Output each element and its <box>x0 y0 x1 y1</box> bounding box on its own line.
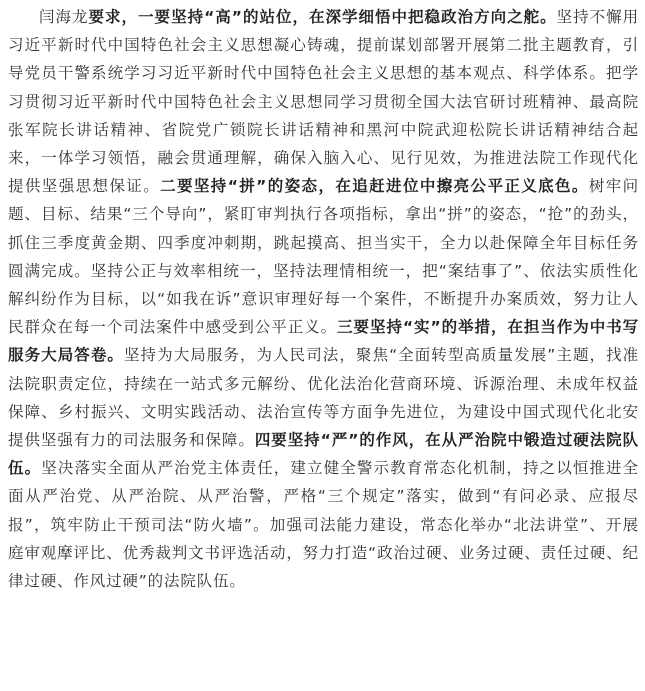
article-paragraph <box>8 3 639 595</box>
text-segment-point-four: 坚决落实全面从严治党主体责任，建立健全警示教育常态化机制，持之以恒推进全面从严治党、从严治院、从严治警，严格“三个规定”落实，做到“有问必录、应报尽报”，筑牢防止干预司法“防火墙”。加强司法能力建设，常态化举办“北法讲堂”、开展庭审观摩评比、优秀裁判文书评选活动，努力打造“政治过硬、业务过硬、责任过硬、纪律过硬、作风过硬”的法院队伍。 <box>8 459 640 591</box>
text-segment-point-three: 坚持为大局服务，为人民司法，聚焦“全面转型高质量发展”主题，找准法院职责定位，持续在一站式多元解纷、优化法治化营商环境、诉源治理、未成年权益保障、乡村振兴、文明实践活动、法治宣传等方面争先进位，为建设中国式现代化北安提供坚强有力的司法服务和保障。 <box>8 346 640 450</box>
bold-point-one: 要求，一要坚持“高”的站位，在深学细悟中把稳政治方向之舵。 <box>88 8 557 26</box>
bold-point-two: 二要坚持“拼”的姿态，在追赶进位中擦亮公平正义底色。 <box>160 177 589 196</box>
text-segment-point-two: 树牢问题、目标、结果“三个导向”，紧盯审判执行各项指标，拿出“拼”的姿态，“抢”的劲头，抓住三季度黄金期、四季度冲刺期，跳起摸高、担当实干，全力以赴保障全年目标任务圆满完成。坚持公正与效率相统一，坚持法理情相统一，把“案结事了”、依法实质性化解纠纷作为目标，以“如我在诉”意识审理好每一个案件，不断提升办案质效，努力让人民群众在每一个司法案件中感受到公平正义。 <box>8 177 639 337</box>
bold-point-three: 三要坚持“实”的举措，在担当作为中书写服务大局答卷。 <box>8 318 639 365</box>
text-segment-speaker: 闫海龙 <box>39 8 89 26</box>
text-segment-point-one: 坚持不懈用习近平新时代中国特色社会主义思想凝心铸魂，提前谋划部署开展第二批主题教育，引导党员干警系统学习习近平新时代中国特色社会主义思想的基本观点、科学体系。把学习贯彻习近平新时代中国特色社会主义思想同学习贯彻全国大法官研讨班精神、最高院张军院长讲话精神、省院党广锁院长讲话精神和黑河中院武迎松院长讲话精神结合起来，一体学习领悟，融会贯通理解，确保入脑入心、见行见效，为推进法院工作现代化提供坚强思想保证。 <box>8 8 639 196</box>
bold-point-four: 四要坚持“严”的作风，在从严治院中锻造过硬法院队伍。 <box>8 431 639 478</box>
